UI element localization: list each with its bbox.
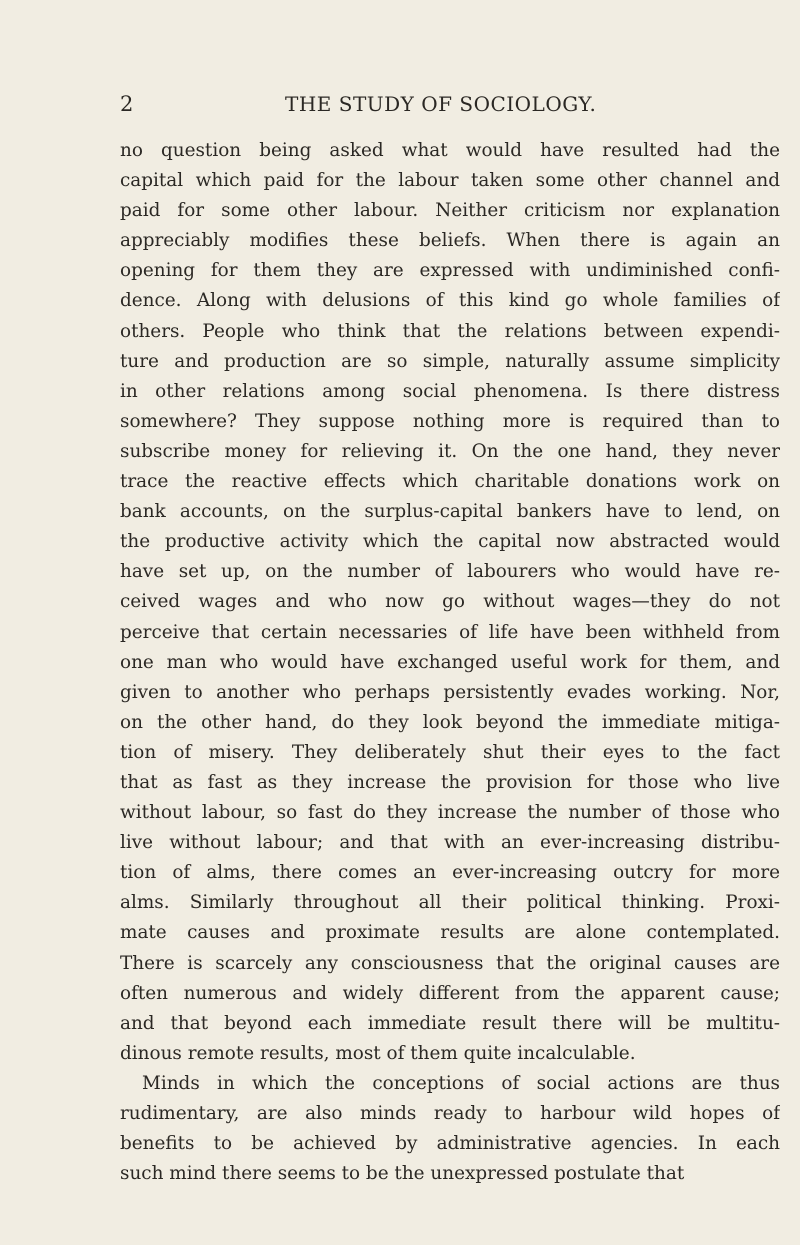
text-line: dence. Along with delusions of this kind go whole families of [120,290,780,312]
text-line: There is scarcely any consciousness that the original causes are [120,952,780,974]
text-line: appreciably modifies these beliefs. When there is again an [120,230,780,252]
text-line: somewhere? They suppose nothing more is required than to [120,410,780,432]
text-line: such mind there seems to be the unexpressed postulate that [120,1163,685,1185]
text-line: no question being asked what would have resulted had the [120,140,780,161]
body-text [120,136,780,1189]
text-line: have set up, on the number of labourers who would have re- [120,561,780,583]
text-line: in other relations among social phenomena. Is there distress [120,380,780,402]
text-line: subscribe money for relieving it. On the one hand, they never [120,440,780,462]
text-line: capital which paid for the labour taken some other channel and [120,170,780,192]
text-line: often numerous and widely different from the apparent cause; [120,982,780,1004]
text-line: others. People who think that the relations between expendi- [120,320,780,342]
text-line: live without labour; and that with an ever-increasing distribu- [120,832,780,854]
text-line: trace the reactive effects which charitable donations work on [120,471,780,493]
text-line: Minds in which the conceptions of social actions are thus [142,1072,780,1094]
text-line: bank accounts, on the surplus-capital bankers have to lend, on [120,501,780,523]
page-header [120,92,780,122]
text-line: mate causes and proximate results are alone contemplated. [120,922,780,944]
text-line: alms. Similarly throughout all their political thinking. Proxi- [120,892,780,914]
text-line: that as fast as they increase the provision for those who live [120,771,780,793]
text-line: given to another who perhaps persistently evades working. Nor, [120,681,780,703]
text-line: tion of alms, there comes an ever-increasing outcry for more [120,862,780,884]
text-line: rudimentary, are also minds ready to harbour wild hopes of [120,1103,780,1124]
text-line: on the other hand, do they look beyond the immediate mitiga- [120,711,780,733]
text-line: tion of misery. They deliberately shut their eyes to the fact [120,741,780,763]
text-line: ceived wages and who now go without wages—they do not [120,591,780,613]
text-line: paid for some other labour. Neither criticism nor explanation [120,200,780,222]
text-line: opening for them they are expressed with undiminished confi- [120,260,780,282]
text-line: and that beyond each immediate result there will be multitu- [120,1012,780,1034]
text-line: benefits to be achieved by administrative agencies. In each [120,1133,780,1155]
text-line: perceive that certain necessaries of life have been withheld from [120,621,780,643]
text-line: dinous remote results, most of them quite incalculable. [120,1042,636,1064]
text-line: without labour, so fast do they increase the number of those who [120,802,780,824]
text-line: the productive activity which the capital now abstracted would [120,531,780,553]
text-line: ture and production are so simple, naturally assume simplicity [120,350,780,372]
text-line: one man who would have exchanged useful work for them, and [120,651,780,673]
page-number: 2 [120,92,134,116]
running-title: THE STUDY OF SOCIOLOGY. [285,92,597,116]
